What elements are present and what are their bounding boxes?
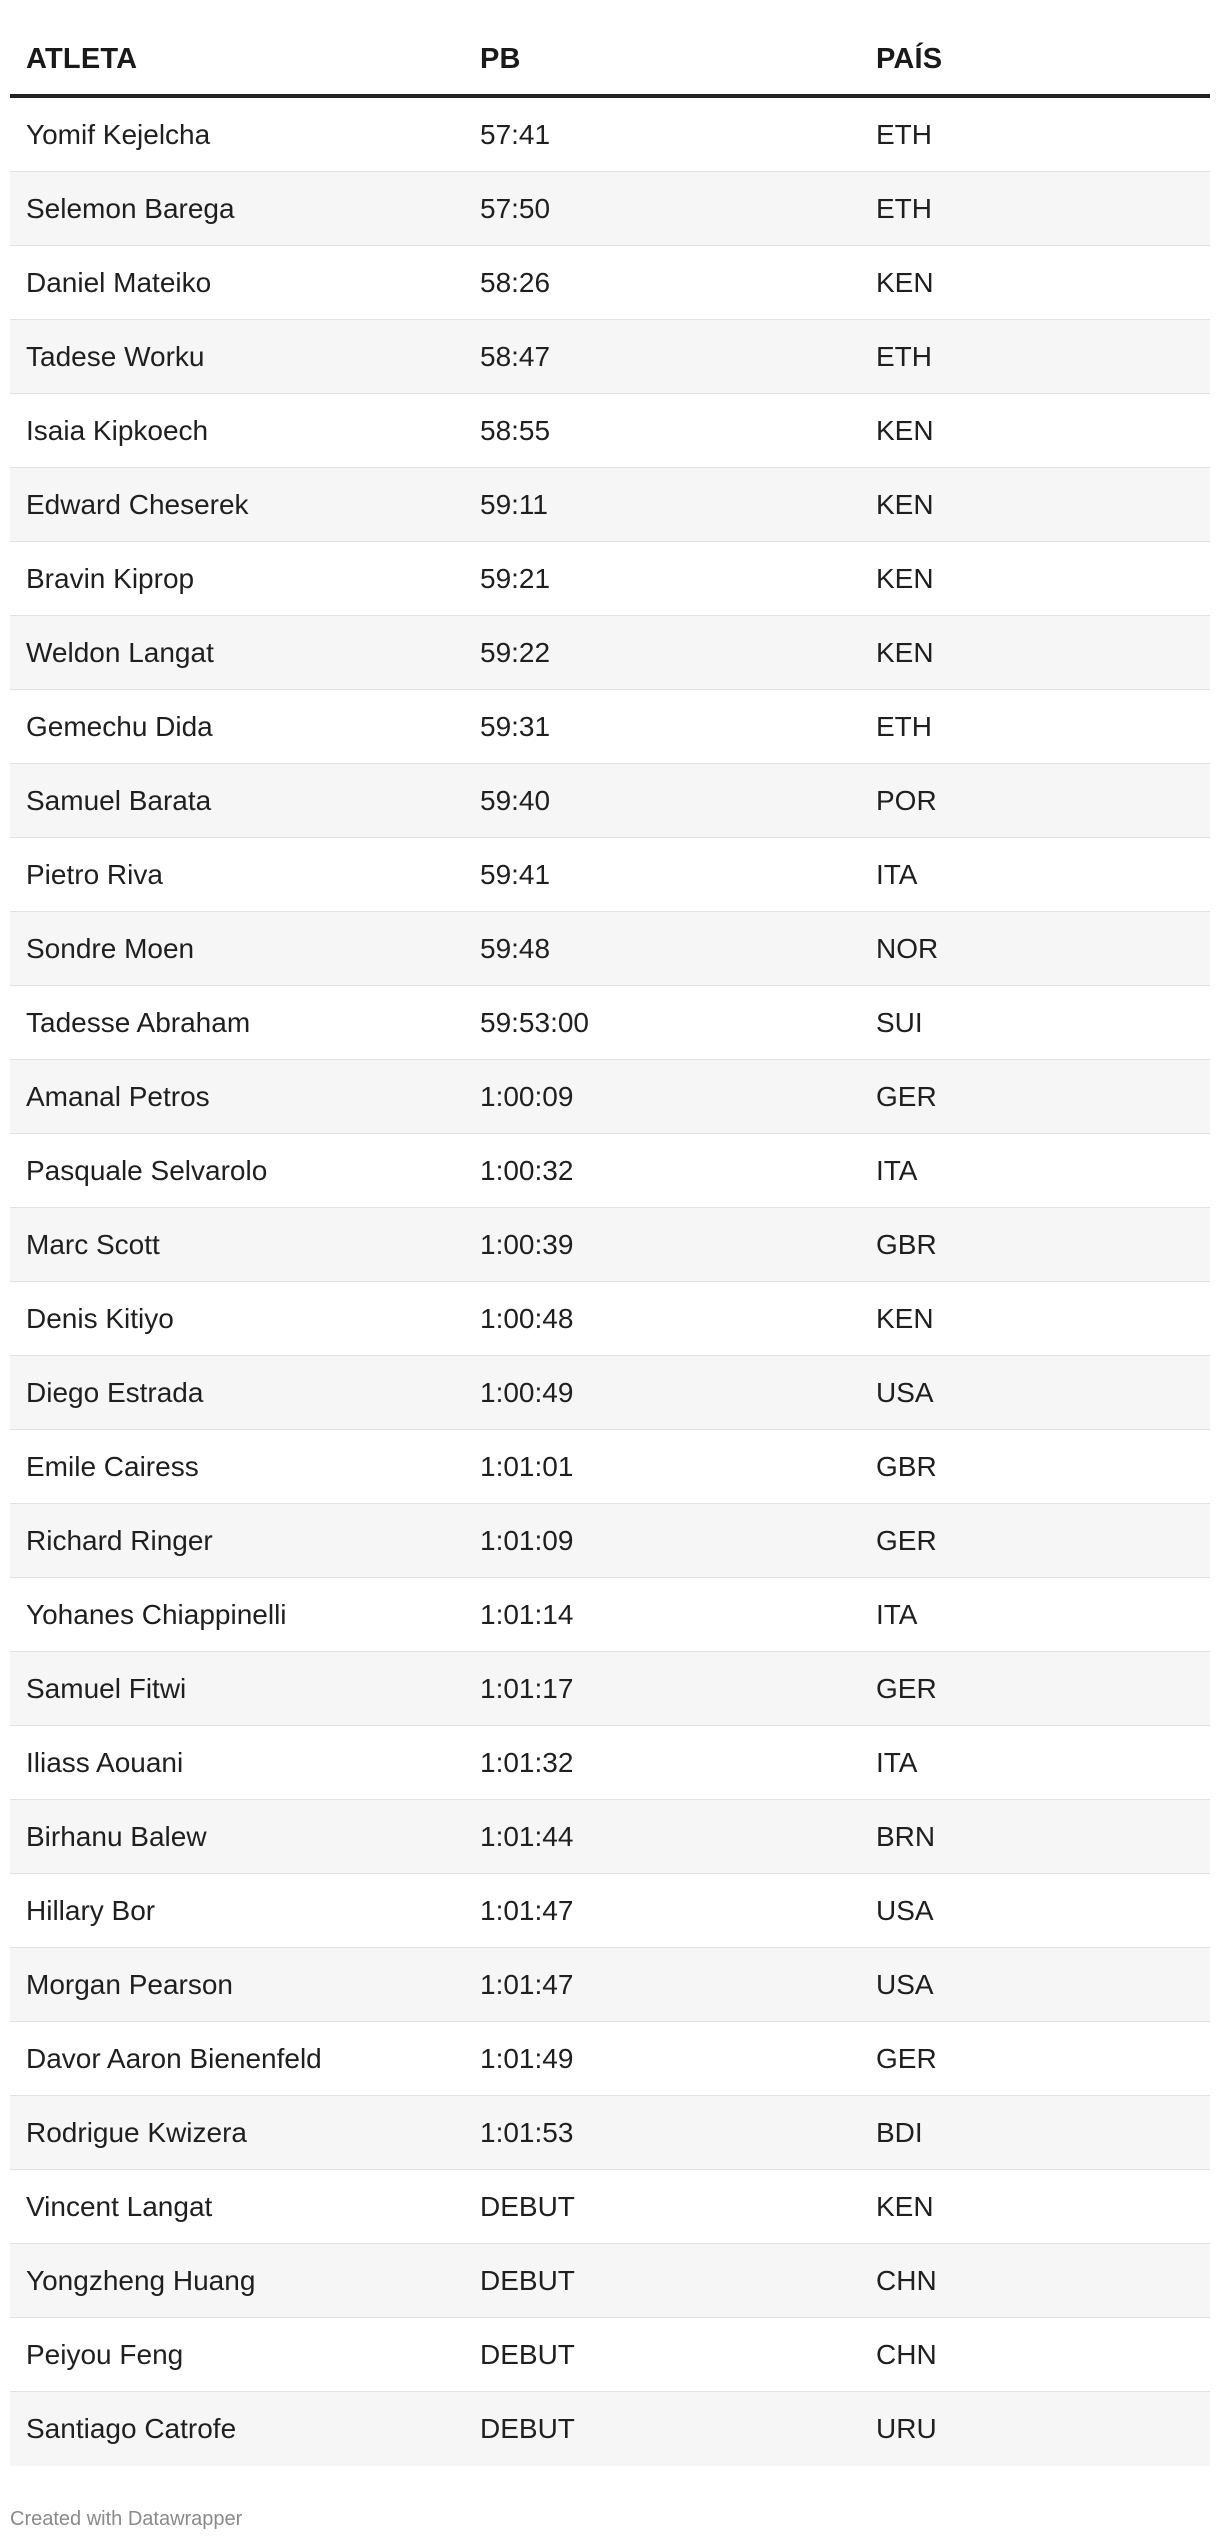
cell-athlete: Diego Estrada bbox=[26, 1376, 204, 1408]
cell-athlete: Davor Aaron Bienenfeld bbox=[26, 2042, 322, 2074]
cell-athlete: Hillary Bor bbox=[26, 1894, 156, 1926]
cell-pb: DEBUT bbox=[480, 2413, 575, 2444]
cell-pb: 57:50 bbox=[480, 192, 551, 224]
column-header-pb[interactable]: PB bbox=[480, 42, 521, 75]
cell-pb: 1:01:09 bbox=[480, 1524, 574, 1556]
cell-pb: 59:22 bbox=[480, 636, 551, 668]
cell-athlete: Samuel Barata bbox=[26, 784, 212, 816]
cell-pb: 59:11 bbox=[480, 488, 548, 520]
column-header-athlete[interactable]: ATLETA bbox=[26, 42, 138, 75]
cell-athlete: Weldon Langat bbox=[26, 636, 214, 668]
cell-pb: 1:00:09 bbox=[480, 1080, 574, 1112]
cell-country: ITA bbox=[876, 858, 918, 890]
cell-country: CHN bbox=[876, 2338, 937, 2370]
table-row bbox=[10, 1504, 1210, 1578]
cell-country: ETH bbox=[876, 710, 932, 742]
cell-country: KEN bbox=[876, 2190, 934, 2222]
cell-pb: 1:01:32 bbox=[480, 1746, 574, 1778]
cell-country: KEN bbox=[876, 636, 934, 668]
cell-pb: 1:01:44 bbox=[480, 1820, 574, 1852]
table-row bbox=[10, 1652, 1210, 1726]
cell-country: USA bbox=[876, 1376, 934, 1408]
cell-athlete: Yomif Kejelcha bbox=[26, 118, 211, 150]
cell-athlete: Santiago Catrofe bbox=[26, 2413, 237, 2444]
cell-pb: 59:40 bbox=[480, 784, 551, 816]
cell-athlete: Gemechu Dida bbox=[26, 710, 213, 742]
cell-country: KEN bbox=[876, 414, 934, 446]
cell-pb: 58:55 bbox=[480, 414, 551, 446]
table-row bbox=[10, 1948, 1210, 2022]
cell-pb: 1:01:47 bbox=[480, 1968, 574, 2000]
cell-athlete: Pietro Riva bbox=[26, 858, 163, 890]
cell-country: URU bbox=[876, 2413, 937, 2444]
cell-pb: 1:01:53 bbox=[480, 2116, 574, 2148]
cell-country: POR bbox=[876, 784, 937, 816]
cell-country: ETH bbox=[876, 340, 932, 372]
cell-athlete: Denis Kitiyo bbox=[26, 1302, 174, 1334]
table-row bbox=[10, 98, 1210, 172]
cell-country: GER bbox=[876, 1672, 937, 1704]
table-row bbox=[10, 468, 1210, 542]
table-row bbox=[10, 1874, 1210, 1948]
cell-country: GER bbox=[876, 1080, 937, 1112]
cell-pb: 58:47 bbox=[480, 340, 551, 372]
table-row bbox=[10, 542, 1210, 616]
cell-pb: 59:41 bbox=[480, 858, 551, 890]
cell-country: GBR bbox=[876, 1228, 937, 1260]
cell-pb: 59:21 bbox=[480, 562, 551, 594]
cell-athlete: Iliass Aouani bbox=[26, 1746, 184, 1778]
cell-country: GER bbox=[876, 2042, 937, 2074]
cell-pb: 58:26 bbox=[480, 266, 551, 298]
cell-pb: 1:00:48 bbox=[480, 1302, 574, 1334]
cell-athlete: Yohanes Chiappinelli bbox=[26, 1598, 287, 1630]
cell-pb: 59:53:00 bbox=[480, 1006, 589, 1038]
table-row bbox=[10, 1578, 1210, 1652]
cell-country: USA bbox=[876, 1894, 934, 1926]
cell-country: ITA bbox=[876, 1598, 918, 1630]
cell-pb: 1:00:39 bbox=[480, 1228, 574, 1260]
cell-athlete: Daniel Mateiko bbox=[26, 266, 212, 298]
cell-country: KEN bbox=[876, 488, 934, 520]
cell-athlete: Birhanu Balew bbox=[26, 1820, 207, 1852]
table-row bbox=[10, 246, 1210, 320]
cell-pb: 1:01:17 bbox=[480, 1672, 574, 1704]
cell-country: ITA bbox=[876, 1746, 918, 1778]
cell-pb: 1:01:47 bbox=[480, 1894, 574, 1926]
cell-country: KEN bbox=[876, 562, 934, 594]
table-row bbox=[10, 1800, 1210, 1874]
cell-athlete: Vincent Langat bbox=[26, 2190, 213, 2222]
cell-athlete: Tadesse Abraham bbox=[26, 1006, 251, 1038]
table-row bbox=[10, 986, 1210, 1060]
cell-athlete: Samuel Fitwi bbox=[26, 1672, 187, 1704]
cell-pb: 1:00:49 bbox=[480, 1376, 574, 1408]
cell-country: GBR bbox=[876, 1450, 937, 1482]
table-header-row bbox=[10, 24, 1210, 98]
cell-pb: DEBUT bbox=[480, 2338, 575, 2370]
cell-athlete: Morgan Pearson bbox=[26, 1968, 234, 2000]
table-row bbox=[10, 764, 1210, 838]
cell-country: ETH bbox=[876, 192, 932, 224]
table-row bbox=[10, 2392, 1210, 2466]
table-body bbox=[10, 98, 1210, 2466]
cell-pb: 59:48 bbox=[480, 932, 551, 964]
cell-athlete: Amanal Petros bbox=[26, 1080, 210, 1112]
cell-athlete: Pasquale Selvarolo bbox=[26, 1154, 268, 1186]
cell-pb: DEBUT bbox=[480, 2264, 575, 2296]
cell-athlete: Sondre Moen bbox=[26, 932, 195, 964]
cell-country: GER bbox=[876, 1524, 937, 1556]
cell-country: ETH bbox=[876, 118, 932, 150]
table-row bbox=[10, 690, 1210, 764]
cell-athlete: Peiyou Feng bbox=[26, 2338, 184, 2370]
table-row bbox=[10, 2170, 1210, 2244]
cell-pb: 1:00:32 bbox=[480, 1154, 574, 1186]
table-row bbox=[10, 172, 1210, 246]
cell-pb: 59:31 bbox=[480, 710, 551, 742]
table-row bbox=[10, 320, 1210, 394]
cell-athlete: Marc Scott bbox=[26, 1228, 160, 1260]
cell-country: ITA bbox=[876, 1154, 918, 1186]
table-row bbox=[10, 2096, 1210, 2170]
cell-pb: 57:41 bbox=[480, 118, 551, 150]
cell-country: USA bbox=[876, 1968, 934, 2000]
footer-credit[interactable]: Created with Datawrapper bbox=[10, 2508, 243, 2530]
table-row bbox=[10, 1134, 1210, 1208]
table-row bbox=[10, 1060, 1210, 1134]
cell-athlete: Yongzheng Huang bbox=[26, 2264, 256, 2296]
cell-athlete: Richard Ringer bbox=[26, 1524, 213, 1556]
cell-athlete: Tadese Worku bbox=[26, 340, 205, 372]
cell-athlete: Isaia Kipkoech bbox=[26, 414, 209, 446]
table-row bbox=[10, 616, 1210, 690]
table-row bbox=[10, 2022, 1210, 2096]
cell-country: KEN bbox=[876, 266, 934, 298]
cell-pb: DEBUT bbox=[480, 2190, 575, 2222]
cell-athlete: Rodrigue Kwizera bbox=[26, 2116, 247, 2148]
cell-country: BDI bbox=[876, 2116, 923, 2148]
athletes-table bbox=[10, 24, 1210, 2466]
cell-athlete: Edward Cheserek bbox=[26, 488, 249, 520]
cell-athlete: Emile Cairess bbox=[26, 1450, 199, 1482]
cell-country: NOR bbox=[876, 932, 939, 964]
cell-country: KEN bbox=[876, 1302, 934, 1334]
table-row bbox=[10, 2318, 1210, 2392]
cell-athlete: Selemon Barega bbox=[26, 192, 235, 224]
table-row bbox=[10, 1208, 1210, 1282]
cell-pb: 1:01:14 bbox=[480, 1598, 574, 1630]
table-row bbox=[10, 1726, 1210, 1800]
cell-pb: 1:01:01 bbox=[480, 1450, 574, 1482]
table-row bbox=[10, 1430, 1210, 1504]
cell-country: BRN bbox=[876, 1820, 936, 1852]
column-header-country[interactable]: PAÍS bbox=[876, 42, 943, 75]
table-row bbox=[10, 394, 1210, 468]
table-row bbox=[10, 838, 1210, 912]
table-row bbox=[10, 1356, 1210, 1430]
cell-pb: 1:01:49 bbox=[480, 2042, 574, 2074]
cell-athlete: Bravin Kiprop bbox=[26, 562, 195, 594]
cell-country: CHN bbox=[876, 2264, 937, 2296]
table-row bbox=[10, 912, 1210, 986]
table-row bbox=[10, 2244, 1210, 2318]
table-row bbox=[10, 1282, 1210, 1356]
cell-country: SUI bbox=[876, 1006, 923, 1038]
